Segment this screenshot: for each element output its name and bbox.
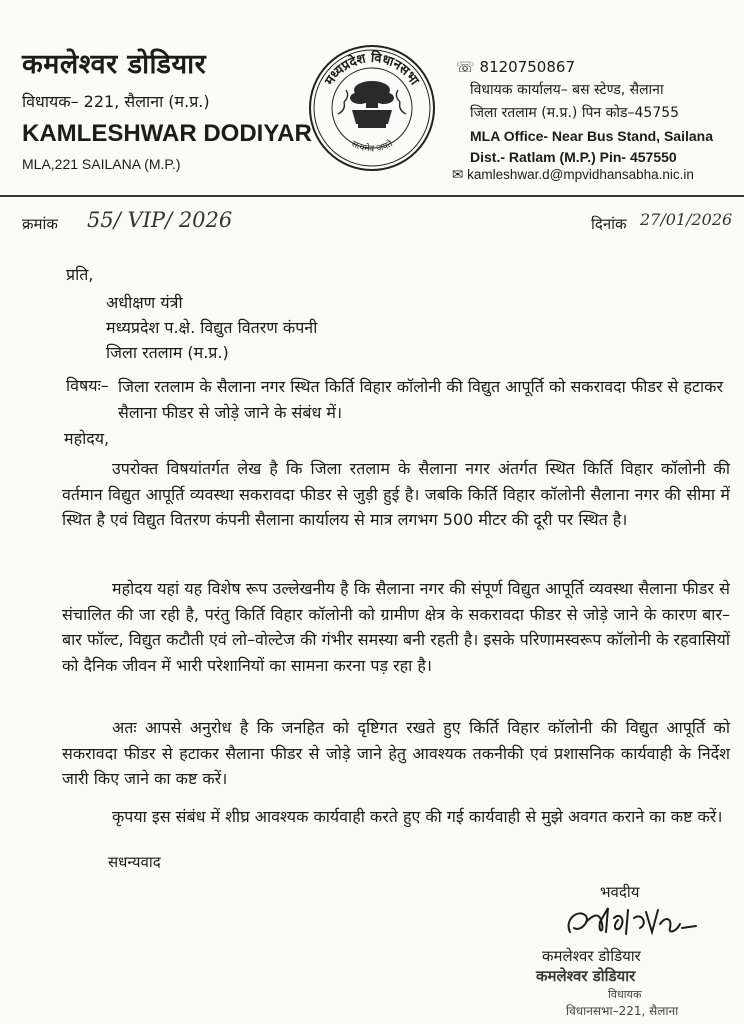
reference-label: क्रमांक: [22, 215, 58, 233]
contact-email: [452, 167, 694, 183]
vidhansabha-seal-emblem: [308, 44, 436, 172]
phone-icon: ☏: [456, 58, 475, 76]
body-paragraph: अतः आपसे अनुरोध है कि जनहित को दृष्टिगत रखते हुए किर्ति विहार कॉलोनी की विद्युत आपूर्ति को सकरावदा फीडर से हटाकर सैलाना फीडर से जोड़े जाने हेतु आवश्यक तकनीकी एवं प्रशासनिक कार्यवाही के निर्देश जारी किए जाने का कष्ट करें।: [62, 718, 730, 788]
handwritten-signature: [560, 898, 710, 946]
stamp-constituency: विधानसभा–221, सैलाना: [566, 1004, 679, 1018]
body-paragraph: महोदय यहां यह विशेष रूप उल्लेखनीय है कि सैलाना नगर की संपूर्ण विद्युत आपूर्ति व्यवस्था सैलाना फीडर से संचालित की जा रही है, परंतु किर्ति विहार कॉलोनी को ग्रामीण क्षेत्र के सकरावदा फीडर से जोड़े जाने के कारण बार–बार फॉल्ट, विद्युत कटौती एवं लो–वोल्टेज की गंभीर समस्या बनी रहती है। इसके परिणामस्वरूप कॉलोनी के रहवासियों को दैनिक जीवन में भारी परेशानियों का सामना करना पड़ रहा है।: [62, 579, 730, 675]
phone-number: 8120750867: [479, 58, 575, 76]
svg-text:सत्यमेव जयते: [349, 137, 395, 154]
mla-name-hindi: कमलेश्वर डोडियार: [22, 49, 207, 80]
stamp-designation: विधायक: [608, 988, 642, 1001]
seal-top-text: मध्यप्रदेश विधानसभा: [322, 50, 422, 89]
addressee-block: [106, 290, 317, 365]
body-paragraph: उपरोक्त विषयांतर्गत लेख है कि जिला रतलाम के सैलाना नगर अंतर्गत स्थित किर्ति विहार कॉलोनी की वर्तमान विद्युत आपूर्ति व्यवस्था सकरावदा फीडर से जुड़ी हुई है। जबकि किर्ति विहार कॉलोनी सैलाना नगर की सीमा में स्थित है एवं विद्युत वितरण कंपनी सैलाना कार्यालय से मात्र लगभग 500 मीटर की दूरी पर स्थित है।: [62, 459, 730, 529]
seal-bottom-text: सत्यमेव जयते: [349, 139, 395, 155]
subject-text: जिला रतलाम के सैलाना नगर स्थित किर्ति विहार कॉलोनी की विद्युत आपूर्ति को सकरावदा फीडर से हटाकर सैलाना फीडर से जोड़े जाने के संबंध में।: [118, 377, 723, 422]
addressee-line: अधीक्षण यंत्री: [106, 293, 183, 312]
thanks-text: सधन्यवाद: [108, 853, 161, 871]
stamp-name: कमलेश्वर डोडियार: [536, 967, 636, 985]
date-value: 27/01/2026: [640, 210, 733, 229]
email-address: kamleshwar.d@mpvidhansabha.nic.in: [467, 167, 694, 182]
body-paragraph: कृपया इस संबंध में शीघ्र आवश्यक कार्यवाही करते हुए की गई कार्यवाही से मुझे अवगत कराने का कष्ट करें।: [112, 807, 723, 826]
addressee-line: मध्यप्रदेश प.क्षे. विद्युत वितरण कंपनी: [106, 318, 318, 337]
subject-label: विषयः–: [66, 376, 109, 395]
office-address-hindi-line1: विधायक कार्यालय– बस स्टेण्ड, सैलाना: [470, 82, 664, 98]
closing-text: भवदीय: [600, 883, 640, 901]
office-address-english-line1: MLA Office- Near Bus Stand, Sailana: [470, 128, 713, 144]
reference-number: 55/ VIP/ 2026: [87, 208, 233, 232]
mla-name-english: KAMLESHWAR DODIYAR: [22, 120, 312, 147]
header-divider: [0, 195, 744, 197]
mla-designation-english: MLA,221 SAILANA (M.P.): [22, 156, 181, 172]
to-label: प्रति,: [66, 265, 94, 284]
office-address-hindi-line2: जिला रतलाम (म.प्र.) पिन कोड–45755: [470, 105, 680, 121]
envelope-icon: ✉: [452, 167, 464, 182]
salutation: महोदय,: [64, 429, 110, 448]
office-address-english-line2: Dist.- Ratlam (M.P.) Pin- 457550: [470, 149, 677, 165]
addressee-line: जिला रतलाम (म.प्र.): [106, 343, 229, 362]
mla-designation-hindi: विधायक– 221, सैलाना (म.प्र.): [22, 92, 210, 111]
contact-phone: [456, 58, 575, 76]
signatory-name: कमलेश्वर डोडियार: [542, 947, 641, 965]
date-label: दिनांक: [591, 215, 627, 233]
